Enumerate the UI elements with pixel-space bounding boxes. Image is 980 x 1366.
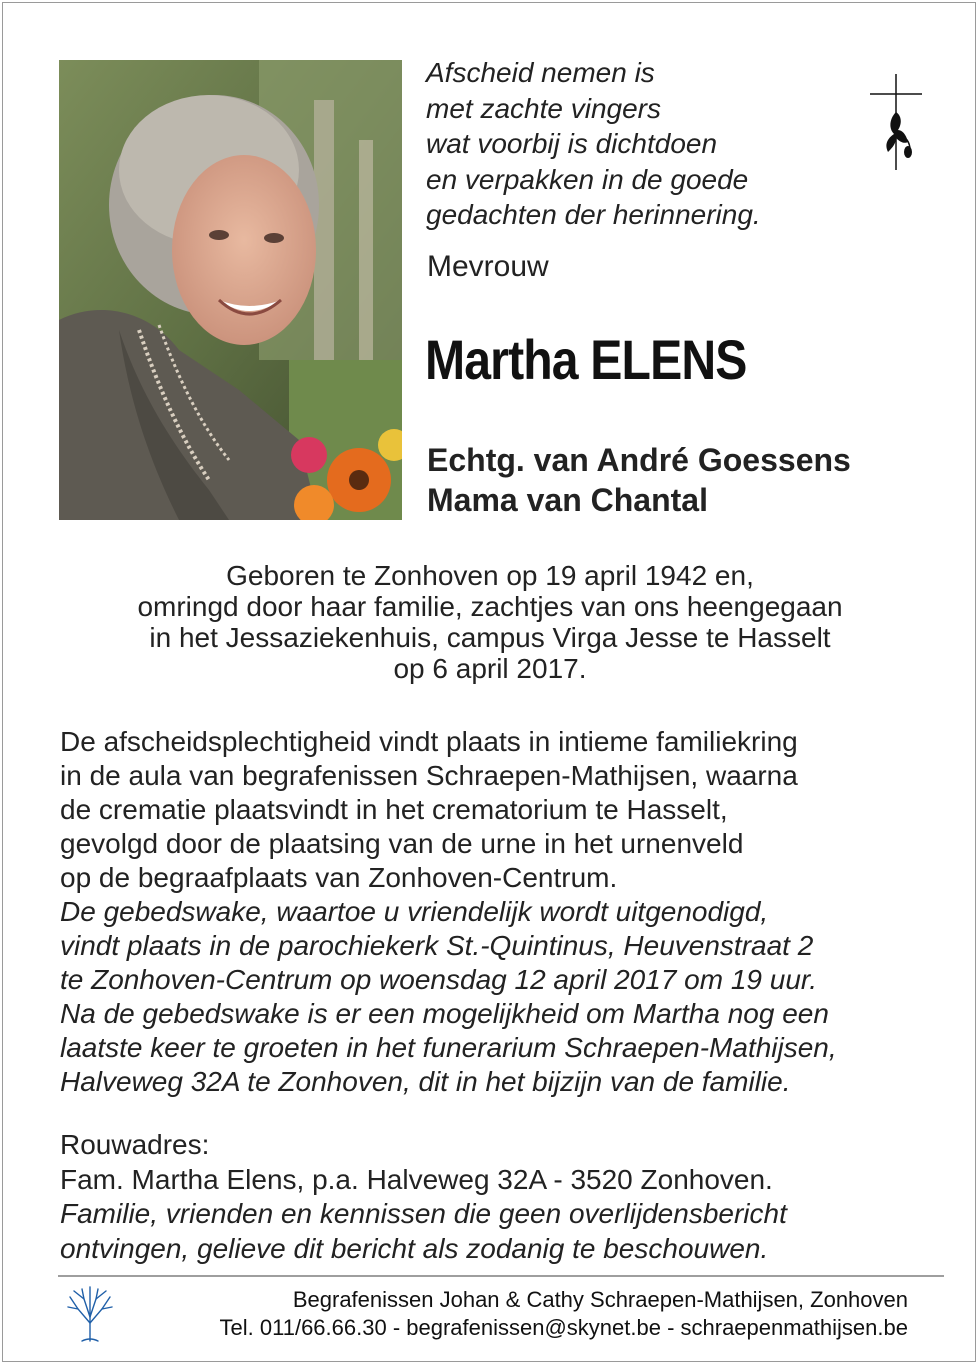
deceased-name: Martha ELENS [425,328,747,391]
ceremony-line: De afscheidsplechtigheid vindt plaats in intieme familiekring [60,726,798,757]
portrait-photo [59,60,402,520]
wake-line: te Zonhoven-Centrum op woensdag 12 april 2017 om 19 uur. [60,964,817,995]
ceremony-line: gevolgd door de plaatsing van de urne in het urnenveld [60,828,744,859]
wake-line: Na de gebedswake is er een mogelijkheid om Martha nog een [60,998,829,1029]
birth-line: Geboren te Zonhoven op 19 april 1942 en, [226,560,754,591]
footer-divider [58,1275,944,1277]
funeral-home-footer [128,1286,908,1342]
ceremony-info [60,725,837,1099]
poem-line: en verpakken in de goede [426,163,749,195]
ceremony-line: op de begraafplaats van Zonhoven-Centrum. [60,862,618,893]
relations [427,440,851,520]
footer-contact: Tel. 011/66.66.30 - begrafenissen@skynet.be - schraepenmathijsen.be [219,1315,908,1340]
tree-logo-icon [60,1283,120,1343]
ceremony-line: in de aula van begrafenissen Schraepen-Mathijsen, waarna [60,760,798,791]
poem-line: wat voorbij is dichtdoen [426,128,718,159]
birth-death-info [60,560,920,684]
birth-line: in het Jessaziekenhuis, campus Virga Jesse te Hasselt [149,622,831,653]
relation-line: Mama van Chantal [427,482,708,518]
wake-line: De gebedswake, waartoe u vriendelijk wordt uitgenodigd, [60,896,769,927]
birth-line: op 6 april 2017. [393,653,587,684]
honorific: Mevrouw [427,250,549,283]
poem-line: gedachten der herinnering. [426,199,761,230]
birth-line: omringd door haar familie, zachtjes van ons heengegaan [137,591,843,622]
wake-line: Halveweg 32A te Zonhoven, dit in het bijzijn van de familie. [60,1066,791,1097]
mourning-address [60,1128,787,1266]
address-label: Rouwadres: [60,1129,210,1160]
ceremony-line: de crematie plaatsvindt in het crematorium te Hasselt, [60,794,728,825]
wake-line: vindt plaats in de parochiekerk St.-Quintinus, Heuvenstraat 2 [60,930,814,961]
wake-line: laatste keer te groeten in het funerarium Schraepen-Mathijsen, [60,1032,837,1063]
footer-company: Begrafenissen Johan & Cathy Schraepen-Mathijsen, Zonhoven [292,1287,908,1312]
poem-line: Afscheid nemen is [426,57,655,88]
address-line: Fam. Martha Elens, p.a. Halveweg 32A - 3520 Zonhoven. [60,1163,773,1195]
address-note-line: ontvingen, gelieve dit bericht als zodanig te beschouwen. [60,1232,769,1264]
poem [426,55,761,233]
cross-with-rose-icon [866,72,926,172]
relation-line: Echtg. van André Goessens [427,442,851,478]
poem-line: met zachte vingers [426,92,661,124]
address-note-line: Familie, vrienden en kennissen die geen overlijdensbericht [60,1198,787,1229]
